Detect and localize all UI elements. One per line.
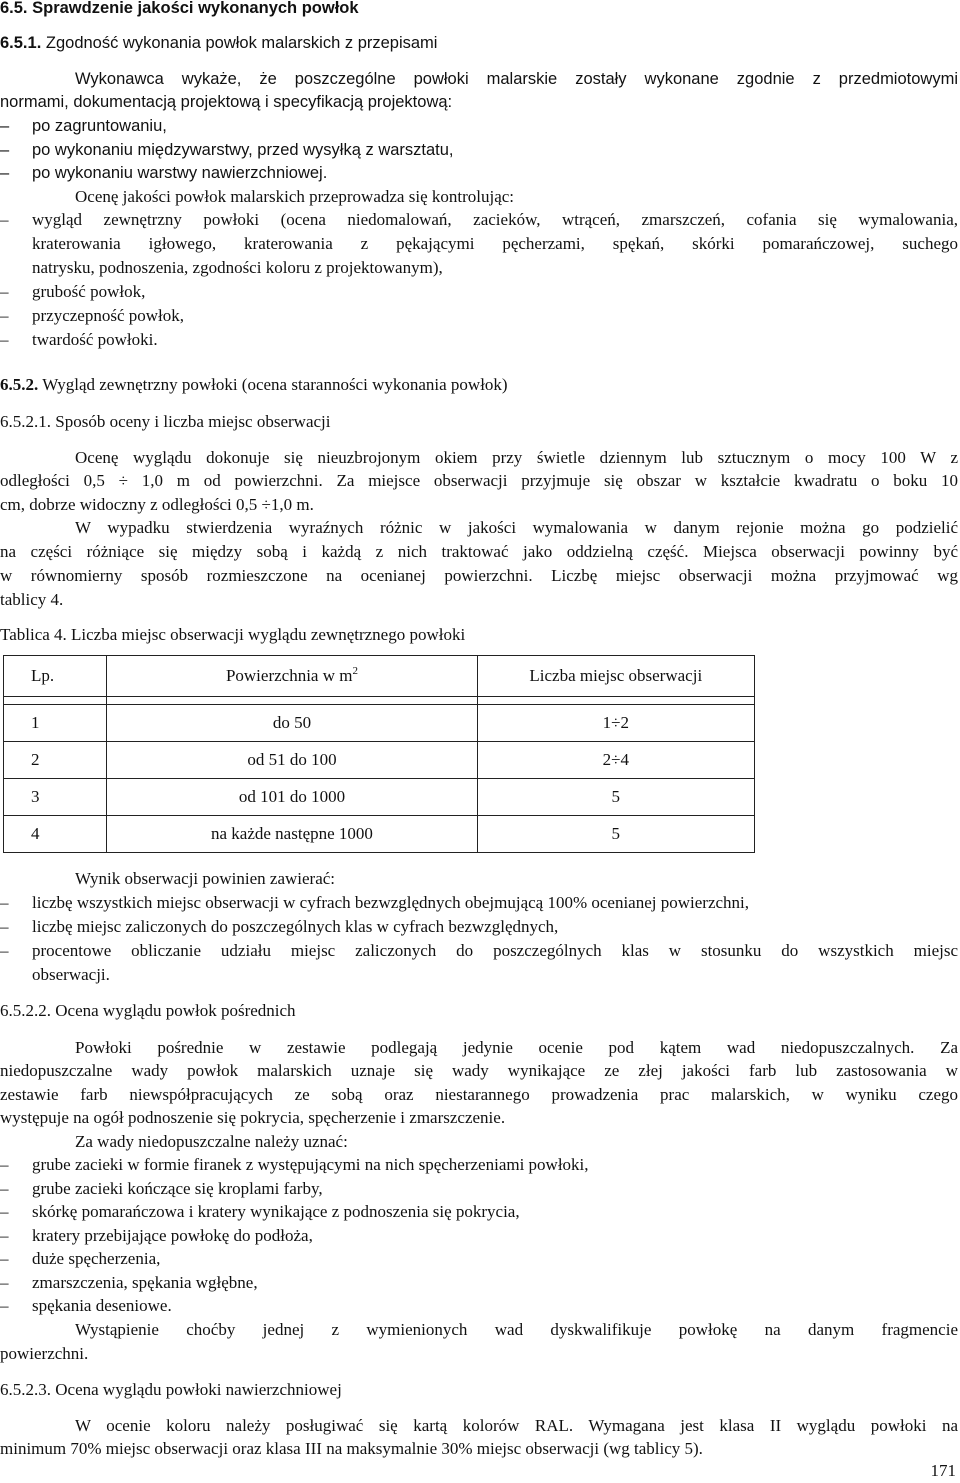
result-lead: Wynik obserwacji powinien zawierać:	[75, 869, 336, 888]
cell-lp: 1	[4, 705, 107, 742]
list-item-text: duże spęcherzenia,	[32, 1249, 161, 1268]
dash-bullet: –	[0, 117, 10, 135]
heading-number: 6.5.2.1.	[0, 412, 51, 431]
dash-bullet: –	[0, 941, 9, 960]
dash-bullet: –	[0, 330, 9, 349]
section-heading-6-5-2	[0, 373, 958, 397]
cell-count: 1÷2	[477, 705, 754, 742]
heading-number: 6.5.1.	[0, 34, 42, 52]
section-heading-6-5-2-2: 6.5.2.2. Ocena wyglądu powłok pośrednich	[0, 1001, 296, 1020]
list-item-text: skórkę pomarańczowa i kratery wynikające z podnoszenia się pokrycia,	[32, 1202, 520, 1221]
heading-text: Zgodność wykonania powłok malarskich z przepisami	[41, 34, 438, 52]
list-item-text: po zagruntowaniu,	[32, 117, 167, 135]
list-item-text: liczbę wszystkich miejsc obserwacji w cyfrach bezwzględnych obejmującą 100% ocenianej powierzchni,	[32, 893, 750, 912]
list-item-text: grube zacieki w formie firanek z występującymi na nich spęcherzeniami powłoki,	[32, 1155, 589, 1174]
list-item-text: kratery przebijające powłokę do podłoża,	[32, 1226, 313, 1245]
intermediate-paragraph-line: Powłoki pośrednie w zestawie podlegają jedynie ocenie pod kątem wad niedopuszczalnych. Za	[75, 1038, 958, 1057]
list-item-text: liczbę miejsc zaliczonych do poszczególnych klas w cyfrach bezwzględnych,	[32, 917, 559, 936]
header-count: Liczba miejsc obserwacji	[477, 656, 754, 697]
heading-text: Wygląd zewnętrzny powłoki (ocena staranności wykonania powłok)	[38, 375, 508, 394]
list-item-text: przyczepność powłok,	[32, 306, 185, 325]
intermediate-paragraph-line: zestawie farb niewspółpracujących ze sobą oraz niestarannego prowadzenia prac malarskich, w wyniku czego	[0, 1085, 958, 1104]
list-item-continuation	[32, 232, 958, 256]
cell-lp: 4	[4, 816, 107, 853]
observation-paragraph-line: tablicy 4.	[0, 590, 64, 609]
table-row	[4, 779, 755, 816]
cell-count: 5	[477, 779, 754, 816]
cell-count: 5	[477, 816, 754, 853]
intro-line-1: Wykonawca wykaże, że poszczególne powłoki malarskie zostały wykonane zgodnie z przedmiotowymi	[75, 70, 958, 88]
table-caption: Tablica 4. Liczba miejsc obserwacji wyglądu zewnętrznego powłoki	[0, 625, 466, 644]
section-heading-6-5-2-1	[0, 410, 958, 434]
heading-number: 6.5.2.	[0, 375, 39, 394]
table-row	[4, 705, 755, 742]
observation-paragraph-line: Ocenę wyglądu dokonuje się nieuzbrojonym okiem przy świetle dziennym lub sztucznym o mocy 100 W z	[75, 448, 958, 467]
dash-bullet: –	[0, 282, 9, 301]
dash-bullet: –	[0, 1273, 9, 1292]
observation-paragraph-line: w równomierny sposób rozmieszczone na ocenianej powierzchni. Liczbę miejsc obserwacji można przyjmować wg	[0, 566, 958, 585]
list-item-text: procentowe obliczanie udziału miejsc zaliczonych do poszczególnych klas w stosunku do wszystkich miejsc	[32, 941, 958, 960]
observation-paragraph-line: odległości 0,5 ÷ 1,0 m od powierzchni. Za miejsce obserwacji przyjmuje się obszar w kształcie kwadratu o boku 10	[0, 471, 958, 490]
dash-bullet: –	[0, 917, 9, 936]
header-area-text: Powierzchnia w m	[225, 666, 353, 686]
list-item-text: wygląd zewnętrzny powłoki (ocena niedomalowań, zacieków, wtrąceń, zmarszczeń, cofania się wymalowania,	[32, 210, 958, 229]
cell-area: do 50	[107, 705, 477, 742]
control-lead: Ocenę jakości powłok malarskich przeprowadza się kontrolując:	[75, 187, 515, 206]
defects-lead: Za wady niedopuszczalne należy uznać:	[75, 1132, 348, 1151]
list-item-text: twardość powłoki.	[32, 330, 158, 349]
intro-line-2: normami, dokumentacją projektową i specyfikacją projektową:	[0, 93, 453, 111]
intermediate-paragraph-line: niedopuszczalne wady powłok malarskich uznaje się wady wynikające ze złej jakości farb lub zastosowania w	[0, 1061, 958, 1080]
dash-bullet: –	[0, 1179, 9, 1198]
list-item-continuation: natrysku, podnoszenia, zgodności koloru z projektowanym),	[32, 258, 443, 277]
cell-area: na każde następne 1000	[107, 816, 477, 853]
table-row	[4, 742, 755, 779]
dash-bullet: –	[0, 141, 10, 159]
dash-bullet: –	[0, 1226, 9, 1245]
observation-table	[3, 655, 755, 853]
list-item-text: grube zacieki kończące się kroplami farby,	[32, 1179, 323, 1198]
topcoat-paragraph-line: W ocenie koloru należy posługiwać się kartą kolorów RAL. Wymagana jest klasa II wyglądu powłoki na	[75, 1416, 958, 1435]
dash-bullet: –	[0, 210, 9, 229]
cell-area: od 51 do 100	[107, 742, 477, 779]
header-area-sup: 2	[352, 665, 358, 678]
heading-text: Sposób oceny i liczba miejsc obserwacji	[51, 412, 331, 431]
dash-bullet: –	[0, 1155, 9, 1174]
dash-bullet: –	[0, 893, 9, 912]
dash-bullet: –	[0, 306, 9, 325]
table-header-row	[4, 656, 755, 697]
table-row	[4, 816, 755, 853]
list-item-text: po wykonaniu międzywarstwy, przed wysyłką z warsztatu,	[32, 141, 454, 159]
dash-bullet: –	[0, 164, 10, 182]
dash-bullet: –	[0, 1249, 9, 1268]
list-item-text: po wykonaniu warstwy nawierzchniowej.	[32, 164, 328, 182]
observation-paragraph-line: na części różniące się między sobą i każdą z nich traktować jako oddzielną część. Miejsca obserwacji powinny być	[0, 542, 958, 561]
header-lp: Lp.	[4, 656, 107, 697]
list-item-text: kraterowania igłowego, kraterowania z pękającymi pęcherzami, spękań, skórki pomarańczowej, suchego	[32, 234, 958, 253]
cell-lp: 3	[4, 779, 107, 816]
section-heading-6-5: 6.5. Sprawdzenie jakości wykonanych powłok	[0, 0, 359, 17]
list-item-text: spękania deseniowe.	[32, 1296, 172, 1315]
intermediate-paragraph-line: występuje na ogół podnoszenie się pokrycia, spęcherzenie i zmarszczenie.	[0, 1108, 506, 1127]
dash-bullet: –	[0, 1296, 9, 1315]
topcoat-paragraph-line: minimum 70% miejsc obserwacji oraz klasa III na maksymalnie 30% miejsc obserwacji (wg tablicy 5).	[0, 1439, 703, 1458]
observation-paragraph-line: W wypadku stwierdzenia wyraźnych różnic w jakości wymalowania w danym rejonie można go podzielić	[75, 518, 958, 537]
page-number: 171	[930, 1461, 956, 1480]
list-item-text: zmarszczenia, spękania wgłębne,	[32, 1273, 258, 1292]
list-item-text: grubość powłok,	[32, 282, 146, 301]
disqualify-paragraph-line: powierzchni.	[0, 1344, 89, 1363]
section-heading-6-5-2-3: 6.5.2.3. Ocena wyglądu powłoki nawierzchniowej	[0, 1380, 342, 1399]
dash-bullet: –	[0, 1202, 9, 1221]
cell-lp: 2	[4, 742, 107, 779]
cell-area: od 101 do 1000	[107, 779, 477, 816]
list-item-continuation: obserwacji.	[32, 965, 110, 984]
section-heading-6-5-1	[0, 32, 958, 56]
table-spacer-row	[4, 697, 755, 705]
cell-count: 2÷4	[477, 742, 754, 779]
header-area	[107, 656, 477, 697]
disqualify-paragraph-line: Wystąpienie choćby jednej z wymienionych wad dyskwalifikuje powłokę na danym fragmencie	[75, 1320, 958, 1339]
observation-paragraph-line: cm, dobrze widoczny z odległości 0,5 ÷1,0 m.	[0, 495, 314, 514]
